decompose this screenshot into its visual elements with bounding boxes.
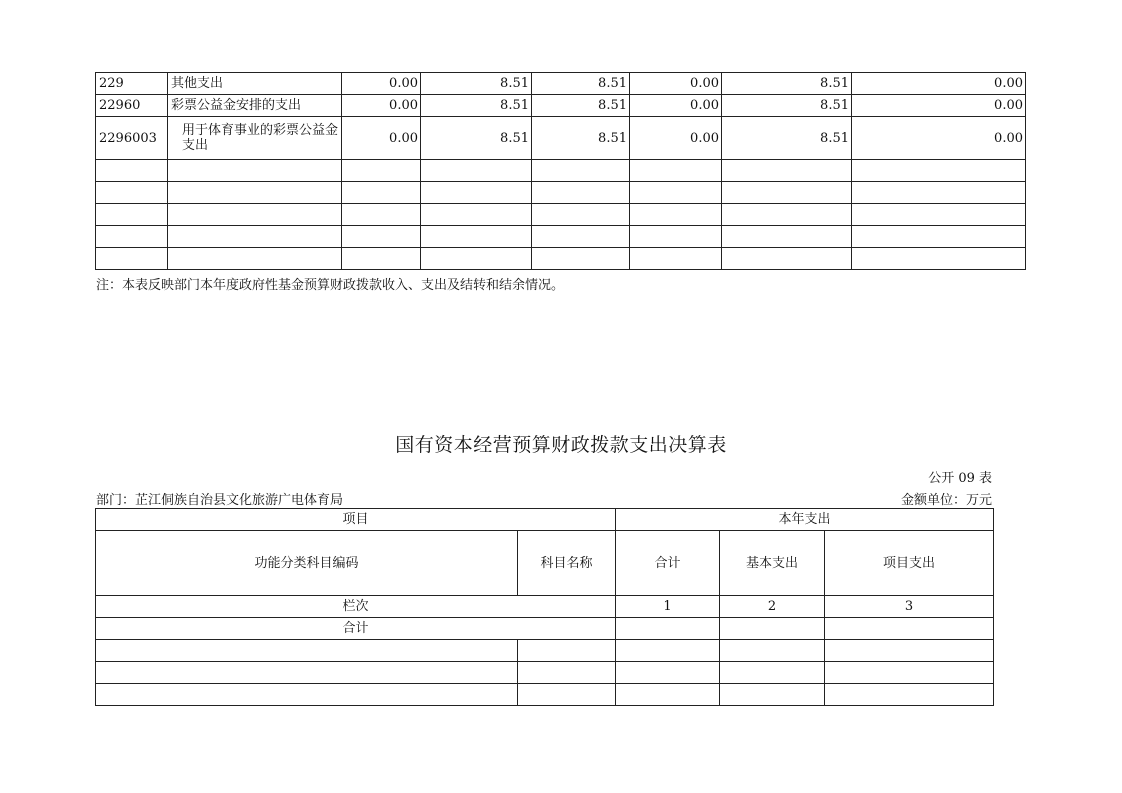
cell-value: 8.51 [722, 73, 852, 95]
cell-value: 0.00 [630, 73, 722, 95]
table-row [96, 182, 1026, 204]
cell-value: 8.51 [532, 95, 630, 117]
cell-value: 0.00 [852, 95, 1026, 117]
cell-value: 0.00 [630, 117, 722, 160]
cell-value: 8.51 [421, 73, 532, 95]
header-total: 合计 [616, 531, 720, 596]
department-label: 部门：芷江侗族自治县文化旅游广电体育局 [96, 493, 344, 508]
table-row [96, 640, 994, 662]
subject-code: 229 [96, 73, 168, 95]
header-row [96, 531, 994, 596]
cell-value: 8.51 [421, 117, 532, 160]
header-basic: 基本支出 [720, 531, 825, 596]
table-row [96, 248, 1026, 270]
cell-value: 8.51 [421, 95, 532, 117]
table-row [96, 95, 1026, 117]
table-row [96, 117, 1026, 160]
column-index-label: 栏次 [96, 596, 616, 618]
header-project-exp: 项目支出 [825, 531, 994, 596]
header-project: 项目 [96, 509, 616, 531]
table-row [96, 204, 1026, 226]
cell-value: 0.00 [852, 117, 1026, 160]
cell-value: 0.00 [342, 95, 421, 117]
subject-name: 其他支出 [168, 73, 342, 95]
cell-value: 0.00 [852, 73, 1026, 95]
table-row [96, 73, 1026, 95]
header-current-year: 本年支出 [616, 509, 994, 531]
cell-value: 0.00 [342, 117, 421, 160]
cell-value: 8.51 [722, 117, 852, 160]
subject-code: 22960 [96, 95, 168, 117]
table-note: 注：本表反映部门本年度政府性基金预算财政拨款收入、支出及结转和结余情况。 [96, 278, 565, 293]
table-row [96, 160, 1026, 182]
table-row [96, 684, 994, 706]
subject-name: 彩票公益金安排的支出 [168, 95, 342, 117]
table-row [96, 662, 994, 684]
subject-code: 2296003 [96, 117, 168, 160]
state-capital-budget-table [95, 508, 994, 706]
column-index: 2 [720, 596, 825, 618]
column-index-row [96, 596, 994, 618]
header-subject-name: 科目名称 [518, 531, 616, 596]
header-func-code: 功能分类科目编码 [96, 531, 518, 596]
fund-budget-table [95, 72, 1026, 270]
column-index: 1 [616, 596, 720, 618]
subject-name: 用于体育事业的彩票公益金支出 [168, 117, 342, 160]
cell-value: 8.51 [532, 73, 630, 95]
cell-value: 8.51 [722, 95, 852, 117]
header-row [96, 509, 994, 531]
column-index: 3 [825, 596, 994, 618]
table-row [96, 226, 1026, 248]
form-number: 公开 09 表 [928, 471, 992, 486]
total-row [96, 618, 994, 640]
unit-label: 金额单位：万元 [900, 493, 992, 508]
cell-value: 8.51 [532, 117, 630, 160]
page-title: 国有资本经营预算财政拨款支出决算表 [395, 434, 727, 456]
cell-value: 0.00 [342, 73, 421, 95]
total-label: 合计 [96, 618, 616, 640]
cell-value: 0.00 [630, 95, 722, 117]
